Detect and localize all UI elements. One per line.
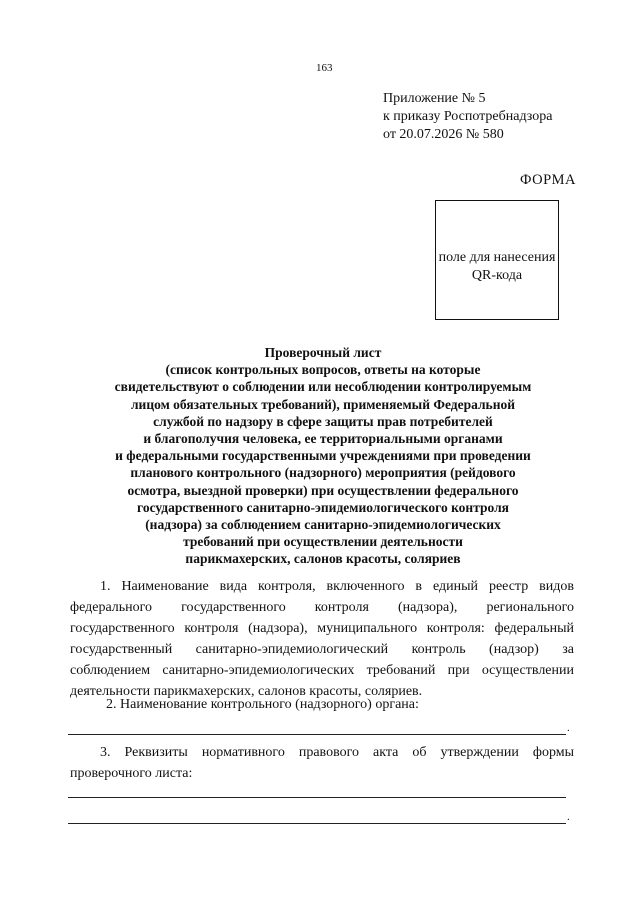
act-details-fill-line-1[interactable] [68, 797, 566, 798]
qr-code-field [435, 200, 559, 320]
appendix-line-2: к приказу Роспотребнадзора [383, 109, 553, 124]
qr-caption-line-2: QR-кода [471, 268, 523, 283]
title-line: осмотра, выездной проверки) при осуществлении федерального [127, 482, 519, 498]
item-1-control-type: 1. Наименование вида контроля, включенного в единый реестр видов федерального государственного контроля (надзора), регионального государственного контроля (надзора), муниципального контроля: федеральный государственный санитарно-эпидемиологический контроль (надзор) за соблюдением санитарно-эпидемиологических требований при осуществлении деятельности парикмахерских, салонов красоты, соляриев. [70, 579, 574, 699]
title-line: службой по надзору в сфере защиты прав потребителей [153, 413, 493, 429]
qr-caption-line-1: поле для нанесения [438, 250, 556, 265]
act-details-fill-line-2[interactable] [68, 823, 566, 824]
title-line: и федеральными государственными учреждениями при проведении [115, 448, 531, 464]
appendix-header [383, 90, 552, 144]
page-number: 163 [316, 62, 333, 74]
line-end-dot: . [567, 722, 570, 734]
authority-name-fill-line[interactable] [68, 734, 566, 735]
item-3-act-details: 3. Реквизиты нормативного правового акта об утверждении формы проверочного листа: [70, 745, 574, 781]
appendix-line-3: от 20.07.2026 № 580 [383, 127, 504, 142]
qr-field-caption [436, 249, 558, 285]
title-line: (надзора) за соблюдением санитарно-эпидемиологических [145, 517, 501, 533]
form-label: ФОРМА [520, 172, 577, 188]
appendix-line-1: Приложение № 5 [383, 91, 486, 106]
title-line: свидетельствуют о соблюдении или несоблюдении контролируемым [114, 379, 532, 395]
title-line: планового контрольного (надзорного) мероприятия (рейдового [130, 465, 516, 481]
item-2-authority-name: 2. Наименование контрольного (надзорного) органа: [106, 697, 419, 712]
line-end-dot: . [567, 811, 570, 823]
title-line: государственного санитарно-эпидемиологического контроля [137, 499, 509, 515]
title-line: и благополучия человека, ее территориальными органами [143, 431, 503, 447]
title-line: лицом обязательных требований), применяемый Федеральной [130, 396, 515, 412]
title-line: требований при осуществлении деятельности [183, 534, 463, 550]
document-title [80, 344, 566, 568]
title-line: (список контрольных вопросов, ответы на которые [165, 362, 481, 378]
title-line: Проверочный лист [264, 345, 382, 360]
title-line: парикмахерских, салонов красоты, соляриев [185, 551, 461, 567]
